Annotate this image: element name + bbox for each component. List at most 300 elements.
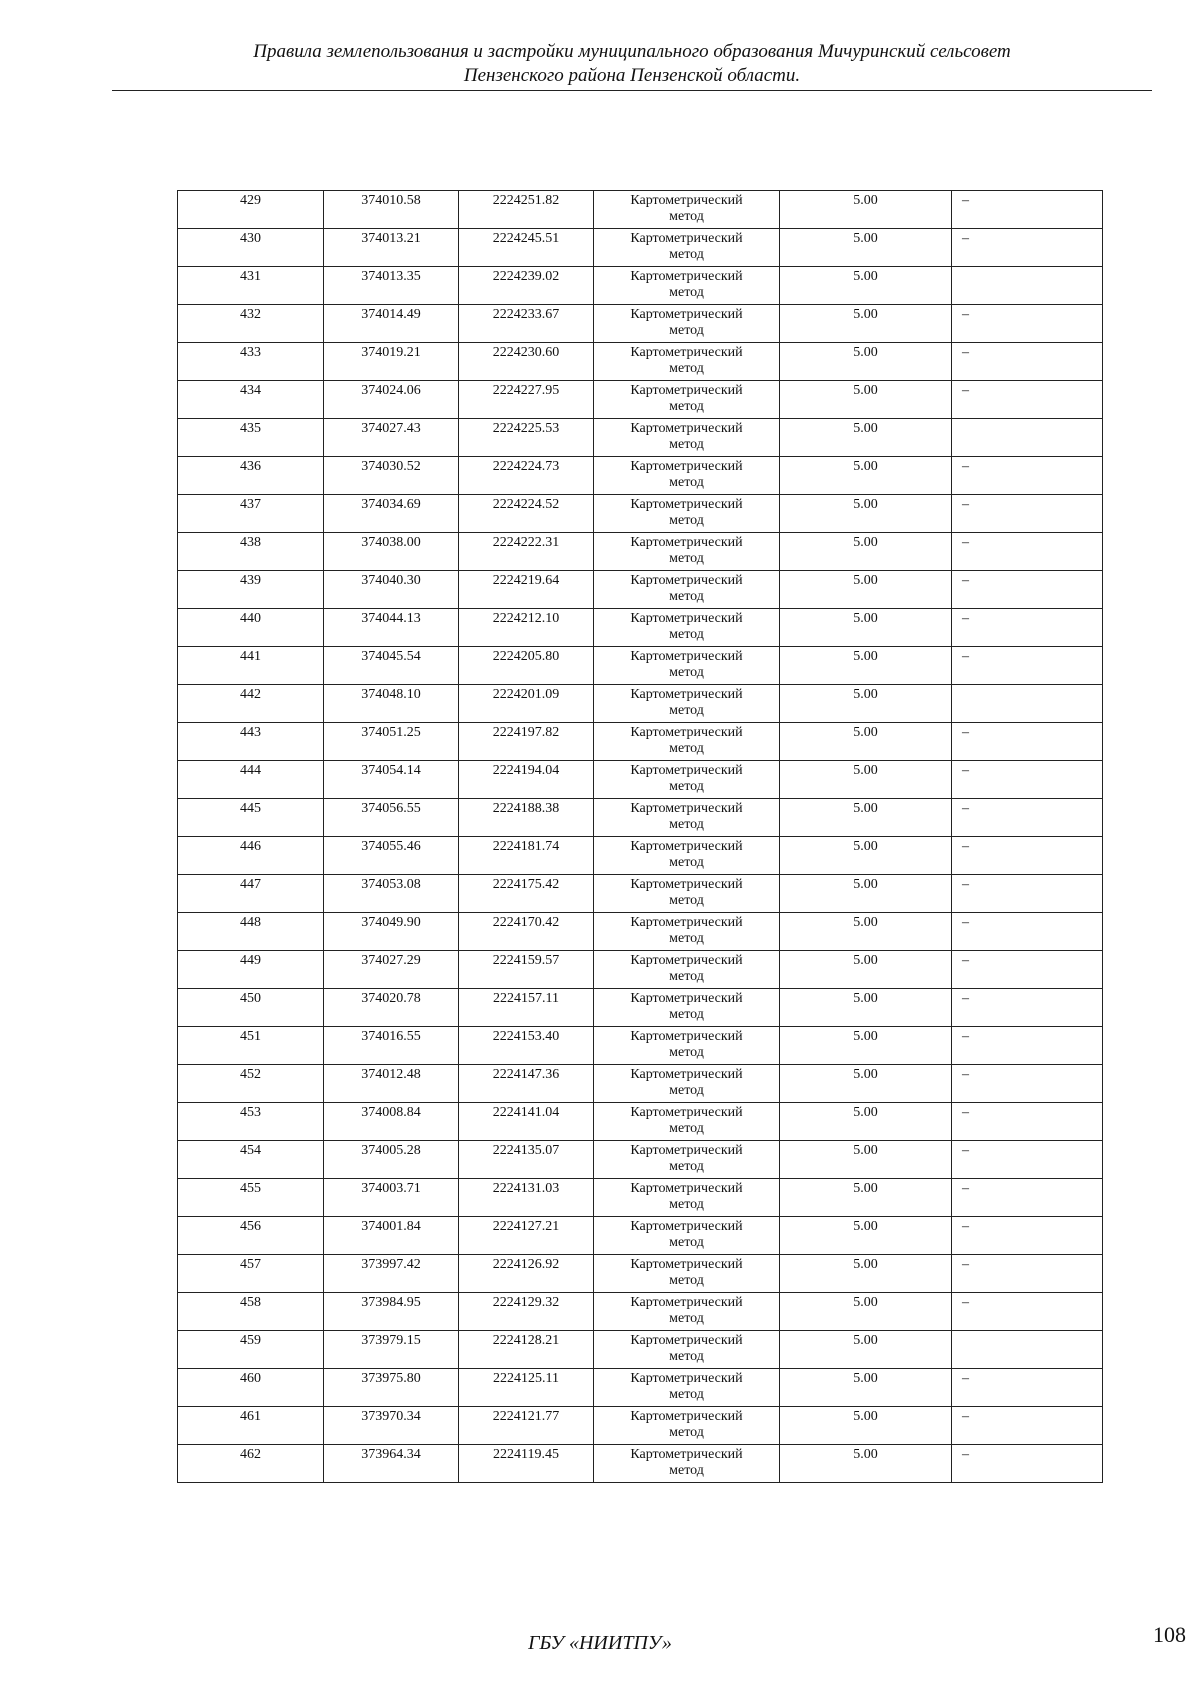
point-number-cell: 431: [178, 267, 324, 305]
method-line-1: Картометрический: [630, 953, 743, 968]
method-line-2: метод: [669, 1311, 704, 1326]
method-cell: [594, 343, 780, 381]
point-number-cell: 454: [178, 1141, 324, 1179]
accuracy-cell: 5.00: [780, 1141, 952, 1179]
point-number-cell: 439: [178, 571, 324, 609]
x-coordinate-cell: 374008.84: [324, 1103, 459, 1141]
x-coordinate-cell: 374001.84: [324, 1217, 459, 1255]
method-cell: [594, 1027, 780, 1065]
y-coordinate-cell: 2224197.82: [459, 723, 594, 761]
y-coordinate-cell: 2224233.67: [459, 305, 594, 343]
method-line-2: метод: [669, 855, 704, 870]
x-coordinate-cell: 374005.28: [324, 1141, 459, 1179]
method-cell: [594, 1217, 780, 1255]
point-number-cell: 432: [178, 305, 324, 343]
point-number-cell: 440: [178, 609, 324, 647]
table-row: [178, 305, 1103, 343]
y-coordinate-cell: 2224205.80: [459, 647, 594, 685]
x-coordinate-cell: 373970.34: [324, 1407, 459, 1445]
x-coordinate-cell: 373964.34: [324, 1445, 459, 1483]
y-coordinate-cell: 2224135.07: [459, 1141, 594, 1179]
point-number-cell: 447: [178, 875, 324, 913]
table-row: [178, 1445, 1103, 1483]
note-cell: –: [952, 457, 1103, 495]
method-line-1: Картометрический: [630, 535, 743, 550]
method-line-2: метод: [669, 589, 704, 604]
method-line-2: метод: [669, 475, 704, 490]
method-line-1: Картометрический: [630, 611, 743, 626]
note-cell: –: [952, 191, 1103, 229]
table-row: [178, 1179, 1103, 1217]
note-cell: –: [952, 305, 1103, 343]
method-line-2: метод: [669, 817, 704, 832]
point-number-cell: 434: [178, 381, 324, 419]
method-line-2: метод: [669, 247, 704, 262]
method-cell: [594, 1141, 780, 1179]
note-cell: –: [952, 1445, 1103, 1483]
method-line-2: метод: [669, 703, 704, 718]
method-line-2: метод: [669, 551, 704, 566]
method-line-1: Картометрический: [630, 649, 743, 664]
method-line-1: Картометрический: [630, 231, 743, 246]
x-coordinate-cell: 374055.46: [324, 837, 459, 875]
note-cell: –: [952, 989, 1103, 1027]
x-coordinate-cell: 374048.10: [324, 685, 459, 723]
coordinates-table-body: [178, 191, 1103, 1483]
method-line-1: Картометрический: [630, 725, 743, 740]
method-line-1: Картометрический: [630, 459, 743, 474]
x-coordinate-cell: 373975.80: [324, 1369, 459, 1407]
table-row: [178, 875, 1103, 913]
x-coordinate-cell: 374056.55: [324, 799, 459, 837]
method-cell: [594, 533, 780, 571]
accuracy-cell: 5.00: [780, 837, 952, 875]
method-line-2: метод: [669, 323, 704, 338]
method-line-1: Картометрический: [630, 1447, 743, 1462]
method-line-1: Картометрический: [630, 687, 743, 702]
point-number-cell: 458: [178, 1293, 324, 1331]
method-line-1: Картометрический: [630, 763, 743, 778]
table-row: [178, 343, 1103, 381]
method-cell: [594, 913, 780, 951]
x-coordinate-cell: 374051.25: [324, 723, 459, 761]
note-cell: –: [952, 1179, 1103, 1217]
method-line-1: Картометрический: [630, 1219, 743, 1234]
x-coordinate-cell: 374034.69: [324, 495, 459, 533]
method-line-2: метод: [669, 1273, 704, 1288]
table-row: [178, 457, 1103, 495]
point-number-cell: 435: [178, 419, 324, 457]
y-coordinate-cell: 2224227.95: [459, 381, 594, 419]
x-coordinate-cell: 374014.49: [324, 305, 459, 343]
x-coordinate-cell: 373984.95: [324, 1293, 459, 1331]
method-line-2: метод: [669, 1083, 704, 1098]
accuracy-cell: 5.00: [780, 951, 952, 989]
note-cell: –: [952, 1293, 1103, 1331]
method-line-2: метод: [669, 399, 704, 414]
table-row: [178, 1103, 1103, 1141]
page-number: 108: [1153, 1622, 1186, 1647]
y-coordinate-cell: 2224239.02: [459, 267, 594, 305]
x-coordinate-cell: 374054.14: [324, 761, 459, 799]
table-row: [178, 837, 1103, 875]
y-coordinate-cell: 2224121.77: [459, 1407, 594, 1445]
accuracy-cell: 5.00: [780, 267, 952, 305]
note-cell: –: [952, 1369, 1103, 1407]
method-line-1: Картометрический: [630, 497, 743, 512]
x-coordinate-cell: 374045.54: [324, 647, 459, 685]
table-row: [178, 951, 1103, 989]
x-coordinate-cell: 374040.30: [324, 571, 459, 609]
x-coordinate-cell: 374010.58: [324, 191, 459, 229]
method-line-2: метод: [669, 1007, 704, 1022]
table-row: [178, 1141, 1103, 1179]
point-number-cell: 437: [178, 495, 324, 533]
x-coordinate-cell: 374053.08: [324, 875, 459, 913]
table-row: [178, 419, 1103, 457]
method-line-1: Картометрический: [630, 1257, 743, 1272]
method-line-1: Картометрический: [630, 345, 743, 360]
point-number-cell: 449: [178, 951, 324, 989]
accuracy-cell: 5.00: [780, 1445, 952, 1483]
table-row: [178, 1293, 1103, 1331]
point-number-cell: 430: [178, 229, 324, 267]
method-cell: [594, 609, 780, 647]
method-cell: [594, 267, 780, 305]
note-cell: [952, 419, 1103, 457]
y-coordinate-cell: 2224194.04: [459, 761, 594, 799]
accuracy-cell: 5.00: [780, 571, 952, 609]
accuracy-cell: 5.00: [780, 609, 952, 647]
y-coordinate-cell: 2224224.73: [459, 457, 594, 495]
note-cell: –: [952, 1407, 1103, 1445]
method-line-1: Картометрический: [630, 1409, 743, 1424]
method-cell: [594, 191, 780, 229]
accuracy-cell: 5.00: [780, 381, 952, 419]
method-line-2: метод: [669, 1425, 704, 1440]
method-line-1: Картометрический: [630, 1181, 743, 1196]
y-coordinate-cell: 2224175.42: [459, 875, 594, 913]
table-row: [178, 1065, 1103, 1103]
accuracy-cell: 5.00: [780, 1331, 952, 1369]
y-coordinate-cell: 2224230.60: [459, 343, 594, 381]
method-cell: [594, 381, 780, 419]
x-coordinate-cell: 374049.90: [324, 913, 459, 951]
x-coordinate-cell: 374024.06: [324, 381, 459, 419]
y-coordinate-cell: 2224170.42: [459, 913, 594, 951]
method-line-1: Картометрический: [630, 915, 743, 930]
method-line-2: метод: [669, 1387, 704, 1402]
accuracy-cell: 5.00: [780, 419, 952, 457]
table-row: [178, 1331, 1103, 1369]
y-coordinate-cell: 2224245.51: [459, 229, 594, 267]
table-row: [178, 647, 1103, 685]
footer-organization: ГБУ «НИИТПУ»: [528, 1632, 672, 1654]
y-coordinate-cell: 2224147.36: [459, 1065, 594, 1103]
accuracy-cell: 5.00: [780, 1217, 952, 1255]
method-cell: [594, 723, 780, 761]
note-cell: –: [952, 913, 1103, 951]
method-line-2: метод: [669, 1235, 704, 1250]
x-coordinate-cell: 374027.29: [324, 951, 459, 989]
table-row: [178, 229, 1103, 267]
accuracy-cell: 5.00: [780, 989, 952, 1027]
table-row: [178, 1369, 1103, 1407]
y-coordinate-cell: 2224251.82: [459, 191, 594, 229]
accuracy-cell: 5.00: [780, 495, 952, 533]
method-cell: [594, 229, 780, 267]
method-line-2: метод: [669, 931, 704, 946]
point-number-cell: 443: [178, 723, 324, 761]
method-line-1: Картометрический: [630, 269, 743, 284]
method-line-2: метод: [669, 361, 704, 376]
method-line-1: Картометрический: [630, 1067, 743, 1082]
header-divider: [112, 90, 1152, 91]
x-coordinate-cell: 374027.43: [324, 419, 459, 457]
method-line-1: Картометрический: [630, 421, 743, 436]
note-cell: –: [952, 571, 1103, 609]
point-number-cell: 442: [178, 685, 324, 723]
method-cell: [594, 1369, 780, 1407]
note-cell: –: [952, 647, 1103, 685]
page-header: [112, 40, 1152, 88]
method-cell: [594, 685, 780, 723]
method-line-1: Картометрический: [630, 1105, 743, 1120]
accuracy-cell: 5.00: [780, 913, 952, 951]
accuracy-cell: 5.00: [780, 305, 952, 343]
method-cell: [594, 761, 780, 799]
method-cell: [594, 1065, 780, 1103]
table-row: [178, 1217, 1103, 1255]
point-number-cell: 441: [178, 647, 324, 685]
accuracy-cell: 5.00: [780, 457, 952, 495]
method-line-1: Картометрический: [630, 1029, 743, 1044]
method-cell: [594, 1179, 780, 1217]
accuracy-cell: 5.00: [780, 343, 952, 381]
point-number-cell: 436: [178, 457, 324, 495]
note-cell: –: [952, 381, 1103, 419]
y-coordinate-cell: 2224125.11: [459, 1369, 594, 1407]
accuracy-cell: 5.00: [780, 875, 952, 913]
method-cell: [594, 457, 780, 495]
accuracy-cell: 5.00: [780, 191, 952, 229]
method-line-1: Картометрический: [630, 383, 743, 398]
accuracy-cell: 5.00: [780, 1407, 952, 1445]
method-line-1: Картометрический: [630, 193, 743, 208]
method-cell: [594, 1331, 780, 1369]
y-coordinate-cell: 2224212.10: [459, 609, 594, 647]
accuracy-cell: 5.00: [780, 1027, 952, 1065]
note-cell: –: [952, 1027, 1103, 1065]
method-line-2: метод: [669, 285, 704, 300]
method-line-2: метод: [669, 627, 704, 642]
table-row: [178, 267, 1103, 305]
method-line-1: Картометрический: [630, 1143, 743, 1158]
accuracy-cell: 5.00: [780, 799, 952, 837]
x-coordinate-cell: 374013.21: [324, 229, 459, 267]
table-row: [178, 381, 1103, 419]
accuracy-cell: 5.00: [780, 1065, 952, 1103]
y-coordinate-cell: 2224219.64: [459, 571, 594, 609]
method-line-2: метод: [669, 1349, 704, 1364]
y-coordinate-cell: 2224201.09: [459, 685, 594, 723]
note-cell: [952, 685, 1103, 723]
y-coordinate-cell: 2224159.57: [459, 951, 594, 989]
method-cell: [594, 1255, 780, 1293]
point-number-cell: 452: [178, 1065, 324, 1103]
method-line-1: Картометрический: [630, 307, 743, 322]
note-cell: –: [952, 343, 1103, 381]
y-coordinate-cell: 2224188.38: [459, 799, 594, 837]
note-cell: [952, 267, 1103, 305]
y-coordinate-cell: 2224181.74: [459, 837, 594, 875]
table-row: [178, 609, 1103, 647]
table-row: [178, 799, 1103, 837]
note-cell: –: [952, 495, 1103, 533]
accuracy-cell: 5.00: [780, 1103, 952, 1141]
accuracy-cell: 5.00: [780, 1179, 952, 1217]
point-number-cell: 457: [178, 1255, 324, 1293]
method-line-2: метод: [669, 437, 704, 452]
accuracy-cell: 5.00: [780, 229, 952, 267]
note-cell: –: [952, 799, 1103, 837]
header-line-2: Пензенского района Пензенской области.: [463, 65, 801, 86]
accuracy-cell: 5.00: [780, 685, 952, 723]
y-coordinate-cell: 2224157.11: [459, 989, 594, 1027]
method-cell: [594, 419, 780, 457]
header-line-1: Правила землепользования и застройки муниципального образования Мичуринский сельсовет: [253, 41, 1011, 62]
method-cell: [594, 799, 780, 837]
point-number-cell: 453: [178, 1103, 324, 1141]
method-line-2: метод: [669, 1197, 704, 1212]
y-coordinate-cell: 2224131.03: [459, 1179, 594, 1217]
method-line-2: метод: [669, 893, 704, 908]
point-number-cell: 448: [178, 913, 324, 951]
note-cell: –: [952, 1141, 1103, 1179]
point-number-cell: 429: [178, 191, 324, 229]
method-line-2: метод: [669, 1463, 704, 1478]
method-line-2: метод: [669, 513, 704, 528]
method-cell: [594, 989, 780, 1027]
accuracy-cell: 5.00: [780, 723, 952, 761]
method-line-2: метод: [669, 741, 704, 756]
table-row: [178, 761, 1103, 799]
x-coordinate-cell: 374020.78: [324, 989, 459, 1027]
note-cell: –: [952, 723, 1103, 761]
method-cell: [594, 1293, 780, 1331]
method-line-1: Картометрический: [630, 1295, 743, 1310]
method-cell: [594, 305, 780, 343]
point-number-cell: 444: [178, 761, 324, 799]
method-line-1: Картометрический: [630, 1371, 743, 1386]
point-number-cell: 446: [178, 837, 324, 875]
y-coordinate-cell: 2224128.21: [459, 1331, 594, 1369]
method-cell: [594, 875, 780, 913]
accuracy-cell: 5.00: [780, 1255, 952, 1293]
note-cell: –: [952, 1103, 1103, 1141]
y-coordinate-cell: 2224222.31: [459, 533, 594, 571]
table-row: [178, 533, 1103, 571]
table-row: [178, 1255, 1103, 1293]
method-cell: [594, 951, 780, 989]
point-number-cell: 456: [178, 1217, 324, 1255]
table-row: [178, 571, 1103, 609]
y-coordinate-cell: 2224141.04: [459, 1103, 594, 1141]
accuracy-cell: 5.00: [780, 647, 952, 685]
table-row: [178, 495, 1103, 533]
table-row: [178, 913, 1103, 951]
note-cell: –: [952, 229, 1103, 267]
note-cell: –: [952, 533, 1103, 571]
method-line-2: метод: [669, 665, 704, 680]
point-number-cell: 460: [178, 1369, 324, 1407]
note-cell: –: [952, 875, 1103, 913]
x-coordinate-cell: 374012.48: [324, 1065, 459, 1103]
accuracy-cell: 5.00: [780, 761, 952, 799]
point-number-cell: 433: [178, 343, 324, 381]
method-line-1: Картометрический: [630, 573, 743, 588]
method-cell: [594, 1407, 780, 1445]
method-line-1: Картометрический: [630, 877, 743, 892]
coordinates-table: [177, 190, 1103, 1483]
x-coordinate-cell: 374013.35: [324, 267, 459, 305]
accuracy-cell: 5.00: [780, 1369, 952, 1407]
note-cell: –: [952, 761, 1103, 799]
x-coordinate-cell: 374019.21: [324, 343, 459, 381]
point-number-cell: 459: [178, 1331, 324, 1369]
method-line-2: метод: [669, 1121, 704, 1136]
method-line-2: метод: [669, 779, 704, 794]
note-cell: –: [952, 951, 1103, 989]
point-number-cell: 445: [178, 799, 324, 837]
note-cell: –: [952, 837, 1103, 875]
point-number-cell: 455: [178, 1179, 324, 1217]
note-cell: –: [952, 1065, 1103, 1103]
method-line-2: метод: [669, 969, 704, 984]
table-row: [178, 191, 1103, 229]
point-number-cell: 450: [178, 989, 324, 1027]
point-number-cell: 451: [178, 1027, 324, 1065]
y-coordinate-cell: 2224126.92: [459, 1255, 594, 1293]
y-coordinate-cell: 2224153.40: [459, 1027, 594, 1065]
point-number-cell: 438: [178, 533, 324, 571]
x-coordinate-cell: 374044.13: [324, 609, 459, 647]
point-number-cell: 461: [178, 1407, 324, 1445]
accuracy-cell: 5.00: [780, 533, 952, 571]
x-coordinate-cell: 373997.42: [324, 1255, 459, 1293]
point-number-cell: 462: [178, 1445, 324, 1483]
method-line-2: метод: [669, 1045, 704, 1060]
method-cell: [594, 837, 780, 875]
x-coordinate-cell: 373979.15: [324, 1331, 459, 1369]
x-coordinate-cell: 374030.52: [324, 457, 459, 495]
method-cell: [594, 1103, 780, 1141]
method-cell: [594, 495, 780, 533]
note-cell: –: [952, 609, 1103, 647]
table-row: [178, 989, 1103, 1027]
note-cell: –: [952, 1255, 1103, 1293]
method-cell: [594, 571, 780, 609]
method-line-1: Картометрический: [630, 991, 743, 1006]
y-coordinate-cell: 2224129.32: [459, 1293, 594, 1331]
method-line-2: метод: [669, 209, 704, 224]
table-row: [178, 723, 1103, 761]
accuracy-cell: 5.00: [780, 1293, 952, 1331]
method-cell: [594, 1445, 780, 1483]
table-row: [178, 1027, 1103, 1065]
x-coordinate-cell: 374016.55: [324, 1027, 459, 1065]
table-row: [178, 1407, 1103, 1445]
